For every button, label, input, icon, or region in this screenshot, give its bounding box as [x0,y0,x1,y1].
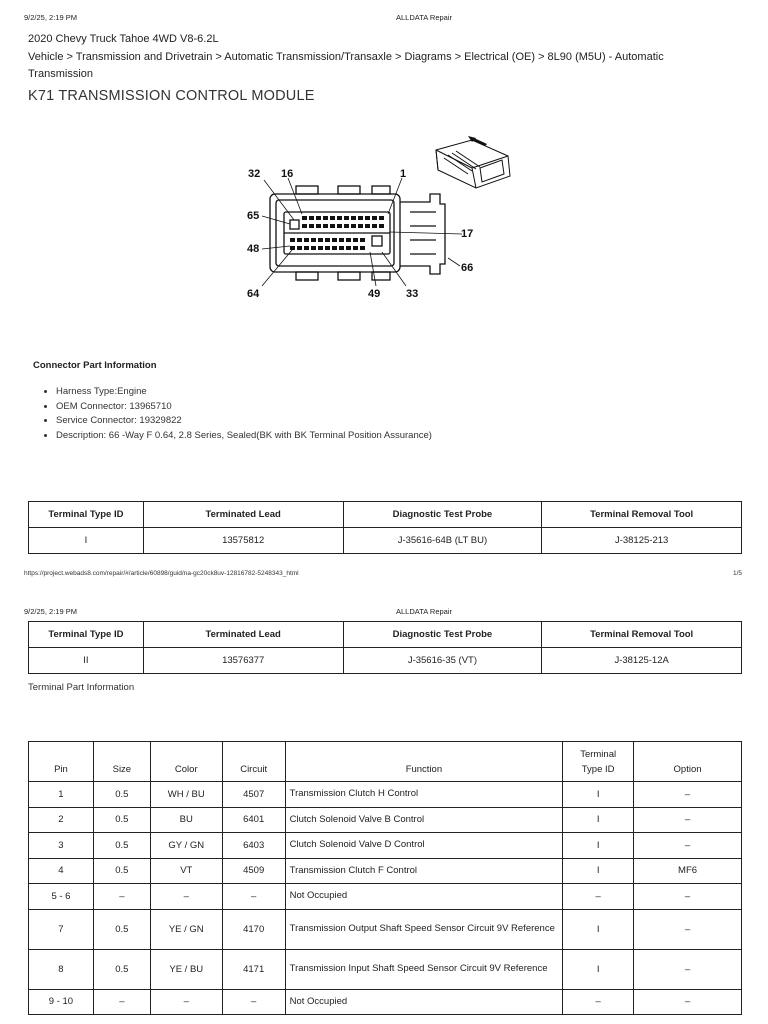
color-cell: YE / BU [150,949,222,989]
option-cell: – [634,782,742,808]
table-header-row [29,622,742,648]
type-id-cell: I [563,949,634,989]
col-color: Color [150,742,222,782]
pin-cell: 5 - 6 [29,884,94,910]
header-line: Type ID [581,763,615,775]
function-cell: Transmission Clutch H Control [285,782,563,808]
circuit-cell: – [222,884,285,910]
pin-cell: 9 - 10 [29,989,94,1015]
size-cell: 0.5 [93,807,150,833]
color-cell: – [150,884,222,910]
list-item: • Description: 66 -Way F 0.64, 2.8 Series, Sealed(BK with BK Terminal Position Assurance) [56,429,432,444]
table-row [29,528,742,554]
table-row [29,909,742,949]
callout-66: 66 [461,262,474,274]
table-row [29,833,742,859]
function-cell: Clutch Solenoid Valve B Control [285,807,563,833]
circuit-cell: 4509 [222,858,285,884]
footer-page-number: 1/5 [733,570,743,577]
callout-65: 65 [247,210,260,222]
table-row [29,807,742,833]
type-id-cell: I [563,782,634,808]
circuit-cell: 6401 [222,807,285,833]
connector-diagram [240,128,530,306]
type-id-cell: – [563,989,634,1015]
cell: 13575812 [143,528,343,554]
col-terminal-type-id [563,742,634,782]
circuit-cell: 6403 [222,833,285,859]
list-item: • Harness Type:Engine [56,385,432,400]
terminal-table-page2 [28,621,742,674]
cell: II [29,648,144,674]
circuit-cell: – [222,989,285,1015]
option-cell: – [634,884,742,910]
col-terminal-type-id: Terminal Type ID [29,622,144,648]
type-id-cell: I [563,909,634,949]
list-item: • Service Connector: 19329822 [56,414,432,429]
pin-cell: 2 [29,807,94,833]
col-size: Size [93,742,150,782]
pin-table [28,741,742,1015]
list-item: • OEM Connector: 13965710 [56,400,432,415]
header-line: Terminal [580,748,617,760]
table-row [29,989,742,1015]
cell: J-35616-64B (LT BU) [343,528,542,554]
callout-17: 17 [461,228,474,240]
callout-48: 48 [247,243,260,255]
page-title: K71 TRANSMISSION CONTROL MODULE [28,88,315,104]
print-footer [0,570,768,580]
col-terminated-lead: Terminated Lead [143,502,343,528]
breadcrumb[interactable]: Vehicle > Transmission and Drivetrain > Automatic Transmission/Transaxle > Diagrams > Electrical (OE) > 8L90 (M5U) - Automatic Transmission [28,51,664,80]
size-cell: 0.5 [93,909,150,949]
table-row [29,949,742,989]
table-row [29,884,742,910]
callout-32: 32 [248,168,261,180]
type-id-cell: I [563,858,634,884]
table-row [29,858,742,884]
col-terminated-lead: Terminated Lead [143,622,343,648]
color-cell: VT [150,858,222,884]
print-header [0,13,768,25]
function-cell: Transmission Output Shaft Speed Sensor Circuit 9V Reference [285,909,563,949]
size-cell: 0.5 [93,858,150,884]
size-cell: – [93,989,150,1015]
color-cell: WH / BU [150,782,222,808]
table-row [29,782,742,808]
terminal-table-page1 [28,501,742,554]
col-terminal-removal-tool: Terminal Removal Tool [542,622,742,648]
print-header-page2 [0,607,768,619]
pin-cell: 3 [29,833,94,859]
connector-info-heading: Connector Part Information [33,360,157,371]
option-cell: – [634,833,742,859]
cell: I [29,528,144,554]
print-title: ALLDATA Repair [396,607,452,616]
print-date: 9/2/25, 2:19 PM [24,607,77,616]
cell: J-38125-213 [542,528,742,554]
option-cell: MF6 [634,858,742,884]
col-diagnostic-test-probe: Diagnostic Test Probe [343,622,542,648]
option-cell: – [634,949,742,989]
cell: J-38125-12A [542,648,742,674]
type-id-cell: I [563,833,634,859]
col-terminal-removal-tool: Terminal Removal Tool [542,502,742,528]
color-cell: GY / GN [150,833,222,859]
size-cell: – [93,884,150,910]
callout-33: 33 [406,288,419,300]
size-cell: 0.5 [93,782,150,808]
function-cell: Not Occupied [285,884,563,910]
size-cell: 0.5 [93,833,150,859]
vehicle-title: 2020 Chevy Truck Tahoe 4WD V8-6.2L [28,33,219,45]
table-row [29,648,742,674]
option-cell: – [634,909,742,949]
col-circuit: Circuit [222,742,285,782]
terminal-part-info-label: Terminal Part Information [28,682,135,693]
cell: 13576377 [143,648,343,674]
circuit-cell: 4507 [222,782,285,808]
connector-iso-view [436,140,510,188]
cell: J-35616-35 (VT) [343,648,542,674]
color-cell: BU [150,807,222,833]
table-header-row [29,502,742,528]
function-cell: Transmission Input Shaft Speed Sensor Circuit 9V Reference [285,949,563,989]
callout-16: 16 [281,168,294,180]
col-function: Function [285,742,563,782]
circuit-cell: 4170 [222,909,285,949]
type-id-cell: I [563,807,634,833]
option-cell: – [634,807,742,833]
color-cell: YE / GN [150,909,222,949]
type-id-cell: – [563,884,634,910]
col-option: Option [634,742,742,782]
option-cell: – [634,989,742,1015]
size-cell: 0.5 [93,949,150,989]
circuit-cell: 4171 [222,949,285,989]
function-cell: Clutch Solenoid Valve D Control [285,833,563,859]
function-cell: Not Occupied [285,989,563,1015]
col-pin: Pin [29,742,94,782]
callout-64: 64 [247,288,260,300]
pin-cell: 4 [29,858,94,884]
function-cell: Transmission Clutch F Control [285,858,563,884]
col-terminal-type-id: Terminal Type ID [29,502,144,528]
pin-cell: 1 [29,782,94,808]
callout-49: 49 [368,288,381,300]
col-diagnostic-test-probe: Diagnostic Test Probe [343,502,542,528]
print-date: 9/2/25, 2:19 PM [24,13,77,22]
footer-url[interactable]: https://project.webads8.com/repair/#/article/60898/guid/na-gc20ck8uv-12816782-5248343_html [24,570,299,577]
print-title: ALLDATA Repair [396,13,452,22]
color-cell: – [150,989,222,1015]
pin-cell: 7 [29,909,94,949]
table-header-row [29,742,742,782]
pin-cell: 8 [29,949,94,989]
connector-info-list [56,385,432,444]
callout-1: 1 [400,168,407,180]
